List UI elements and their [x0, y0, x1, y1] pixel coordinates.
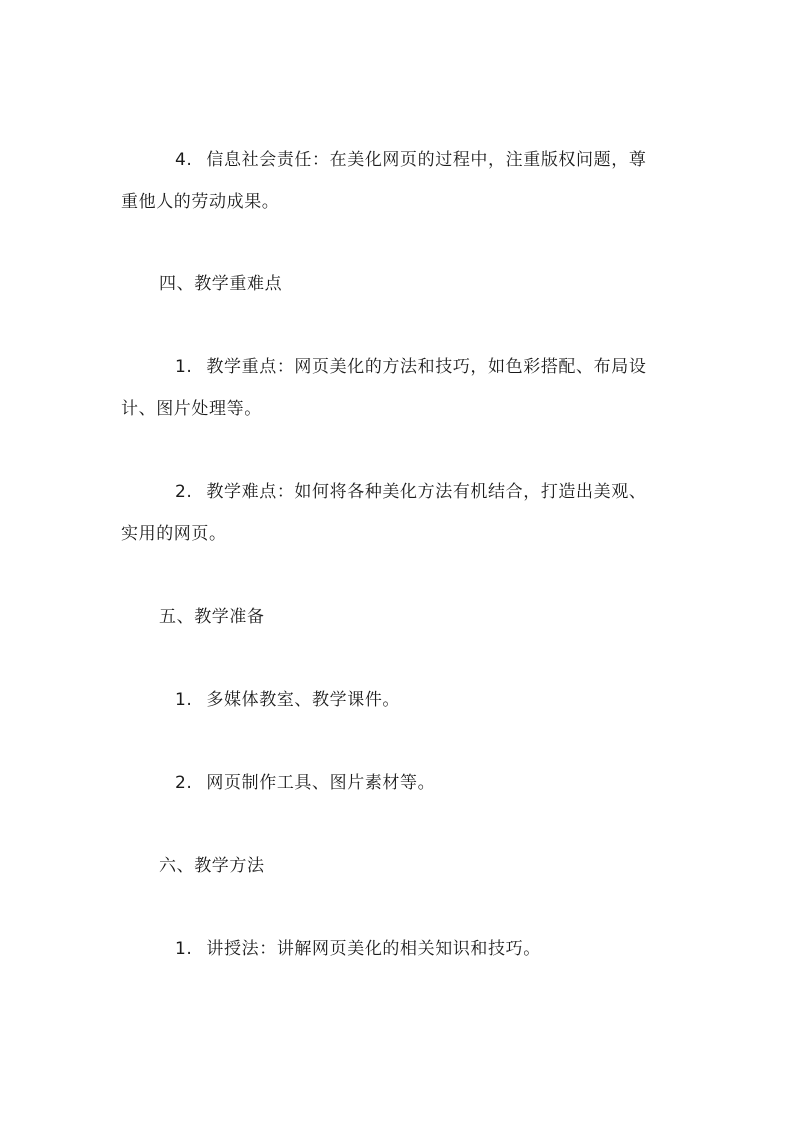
list-item-line [175, 480, 646, 504]
list-number: 2. [175, 482, 193, 502]
list-item-continuation: 计、图片处理等。 [121, 399, 262, 419]
list-text: 信息社会责任：在美化网页的过程中，注重版权问题，尊 [206, 150, 647, 170]
list-text: 网页制作工具、图片素材等。 [206, 773, 436, 793]
list-item-line [175, 688, 400, 712]
section-heading: 五、教学准备 [159, 607, 265, 627]
list-item-continuation: 实用的网页。 [121, 524, 227, 544]
list-item-continuation: 重他人的劳动成果。 [121, 192, 280, 212]
list-number: 1. [175, 690, 193, 710]
list-item-line [175, 148, 646, 172]
section-heading: 六、教学方法 [159, 856, 265, 876]
list-number: 2. [175, 773, 193, 793]
list-text: 教学难点：如何将各种美化方法有机结合，打造出美观、 [206, 482, 647, 502]
list-item-line [175, 937, 541, 961]
section-heading: 四、教学重难点 [159, 274, 283, 294]
list-text: 讲授法：讲解网页美化的相关知识和技巧。 [206, 939, 541, 959]
list-number: 1. [175, 357, 193, 377]
list-number: 4. [175, 150, 193, 170]
list-item-line [175, 771, 435, 795]
list-text: 教学重点：网页美化的方法和技巧，如色彩搭配、布局设 [206, 357, 647, 377]
list-item-line [175, 355, 646, 379]
list-number: 1. [175, 939, 193, 959]
list-text: 多媒体教室、教学课件。 [206, 690, 401, 710]
